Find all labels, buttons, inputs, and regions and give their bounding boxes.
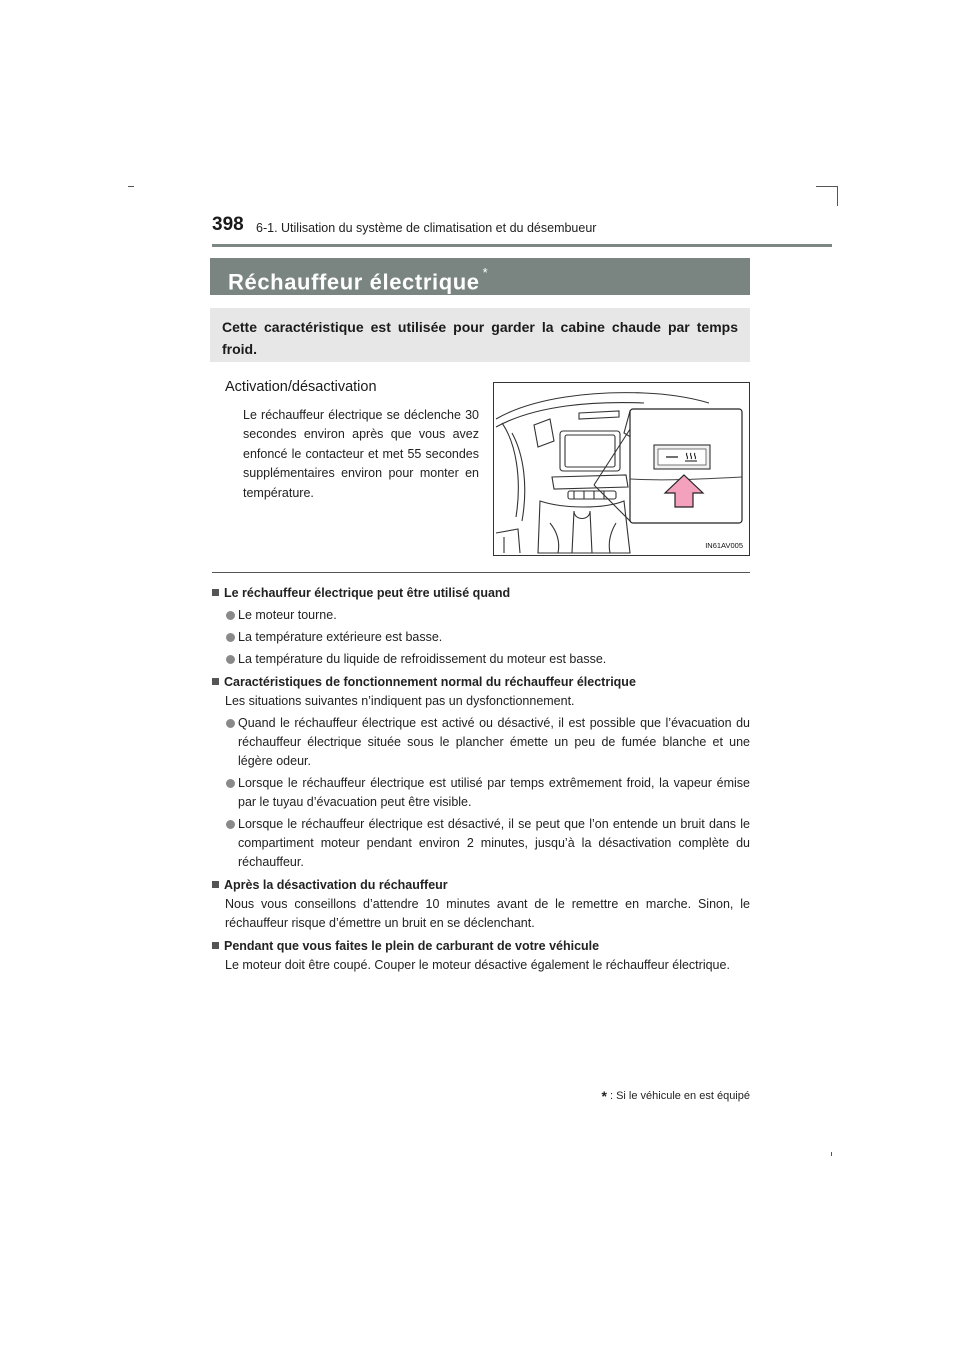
note-title: Caractéristiques de fonctionnement normal du réchauffeur électrique <box>212 673 750 692</box>
intro-box: Cette caractéristique est utilisée pour garder la cabine chaude par temps froid. <box>210 308 750 362</box>
bullet-item: La température extérieure est basse. <box>212 628 750 647</box>
note-title: Après la désactivation du réchauffeur <box>212 876 750 895</box>
header-rule <box>212 244 832 247</box>
page-number: 398 <box>212 214 244 235</box>
crop-mark <box>831 1152 832 1156</box>
note-section <box>212 937 750 975</box>
dashboard-figure <box>493 382 750 556</box>
separator <box>212 572 750 573</box>
note-section <box>212 876 750 933</box>
bullet-item: Lorsque le réchauffeur électrique est utilisé par temps extrêmement froid, la vapeur émise par le tuyau d’évacuation peut être visible. <box>212 774 750 812</box>
note-section <box>212 673 750 872</box>
note-title: Pendant que vous faites le plein de carburant de votre véhicule <box>212 937 750 956</box>
step-text: Le réchauffeur électrique se déclenche 30 secondes environ après que vous avez enfoncé le contacteur et met 55 secondes supplémentaires environ pour monter en température. <box>243 408 479 500</box>
bullet-item: Lorsque le réchauffeur électrique est désactivé, il se peut que l’on entende un bruit dans le compartiment moteur pendant environ 2 minutes, jusqu’à la désactivation complète du réchauffeur. <box>212 815 750 872</box>
bullet-item: Le moteur tourne. <box>212 606 750 625</box>
note-section <box>212 584 750 669</box>
note-paragraph: Nous vous conseillons d’attendre 10 minutes avant de le remettre en marche. Sinon, le réchauffeur risque d’émettre un bruit en se déclenchant. <box>225 897 750 930</box>
figure-id: IN61AV005 <box>705 541 743 550</box>
note-paragraph: Les situations suivantes n’indiquent pas un dysfonctionnement. <box>225 694 575 708</box>
equipment-mark: * <box>482 265 489 280</box>
chapter-heading: 6-1. Utilisation du système de climatisation et du désembueur <box>256 221 597 235</box>
notes <box>212 580 750 975</box>
note-paragraph: Le moteur doit être coupé. Couper le moteur désactive également le réchauffeur électrique. <box>225 958 730 972</box>
dashboard-illustration <box>494 383 749 555</box>
footnote-text: : Si le véhicule en est équipé <box>609 1090 750 1102</box>
crop-mark <box>128 186 134 187</box>
footnote-mark: * <box>601 1088 607 1104</box>
crop-mark <box>837 186 838 206</box>
section-title: Réchauffeur électrique <box>228 269 480 295</box>
note-title: Le réchauffeur électrique peut être utilisé quand <box>212 584 750 603</box>
bullet-item: Quand le réchauffeur électrique est activé ou désactivé, il est possible que l’évacuation du réchauffeur électrique située sous le plancher émette un peu de fumée blanche et une légère odeur. <box>212 714 750 771</box>
step-title: Activation/désactivation <box>225 379 377 395</box>
footnote <box>602 1088 751 1104</box>
crop-mark <box>816 186 838 187</box>
bullet-item: La température du liquide de refroidissement du moteur est basse. <box>212 650 750 669</box>
section-title-bar <box>210 258 750 295</box>
